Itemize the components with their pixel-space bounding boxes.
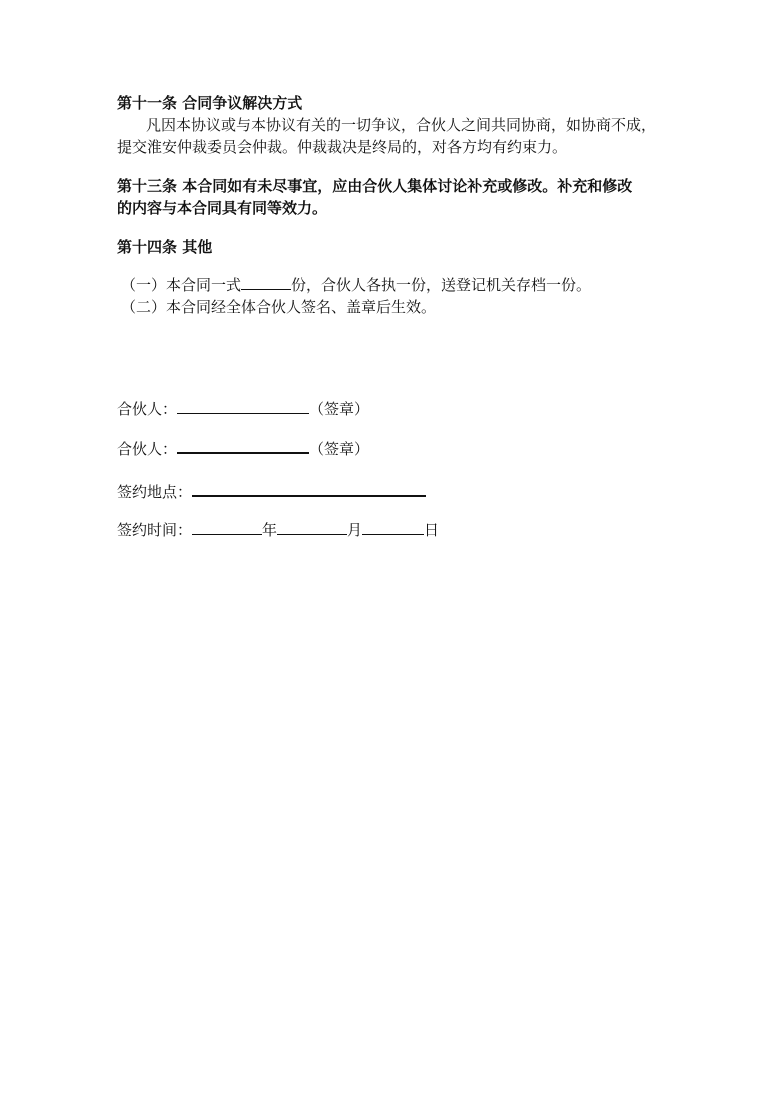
article-13-line-1: 第十三条 本合同如有未尽事宜，应由合伙人集体讨论补充或修改。补充和修改 bbox=[117, 177, 633, 195]
month-blank[interactable] bbox=[277, 519, 347, 535]
article-11-paragraph-line-2: 提交淮安仲裁委员会仲裁。仲裁裁决是终局的，对各方均有约束力。 bbox=[117, 138, 568, 156]
article-14-item-2: （二）本合同经全体合伙人签名、盖章后生效。 bbox=[121, 298, 437, 316]
year-label: 年 bbox=[262, 521, 278, 539]
partner-2-seal-note: （签章） bbox=[309, 440, 370, 458]
signing-place-blank[interactable] bbox=[192, 480, 426, 497]
partner-2-signature-row bbox=[117, 437, 369, 460]
month-label: 月 bbox=[347, 521, 363, 539]
signing-place-row bbox=[117, 480, 426, 503]
day-label: 日 bbox=[424, 521, 440, 539]
partner-1-seal-note: （签章） bbox=[309, 400, 370, 418]
day-blank[interactable] bbox=[362, 519, 424, 535]
signing-time-row bbox=[117, 519, 439, 541]
article-11-heading: 第十一条 合同争议解决方式 bbox=[117, 94, 303, 112]
item-1-text-after: 份，合伙人各执一份，送登记机关存档一份。 bbox=[291, 276, 592, 294]
item-1-text-before: （一）本合同一式 bbox=[121, 276, 242, 294]
year-blank[interactable] bbox=[192, 519, 262, 535]
partner-1-signature-row bbox=[117, 398, 369, 420]
partner-2-label: 合伙人： bbox=[117, 440, 178, 458]
article-14-item-1 bbox=[121, 274, 591, 296]
partner-2-signature-blank[interactable] bbox=[177, 437, 309, 454]
signing-time-label: 签约时间： bbox=[117, 521, 193, 539]
partner-1-signature-blank[interactable] bbox=[177, 398, 309, 414]
copies-count-blank[interactable] bbox=[241, 274, 291, 290]
article-14-heading: 第十四条 其他 bbox=[117, 238, 213, 256]
article-13-line-2: 的内容与本合同具有同等效力。 bbox=[117, 199, 328, 217]
partner-1-label: 合伙人： bbox=[117, 400, 178, 418]
signing-place-label: 签约地点： bbox=[117, 483, 193, 501]
article-11-paragraph-line-1: 凡因本协议或与本协议有关的一切争议，合伙人之间共同协商，如协商不成， bbox=[146, 116, 657, 134]
